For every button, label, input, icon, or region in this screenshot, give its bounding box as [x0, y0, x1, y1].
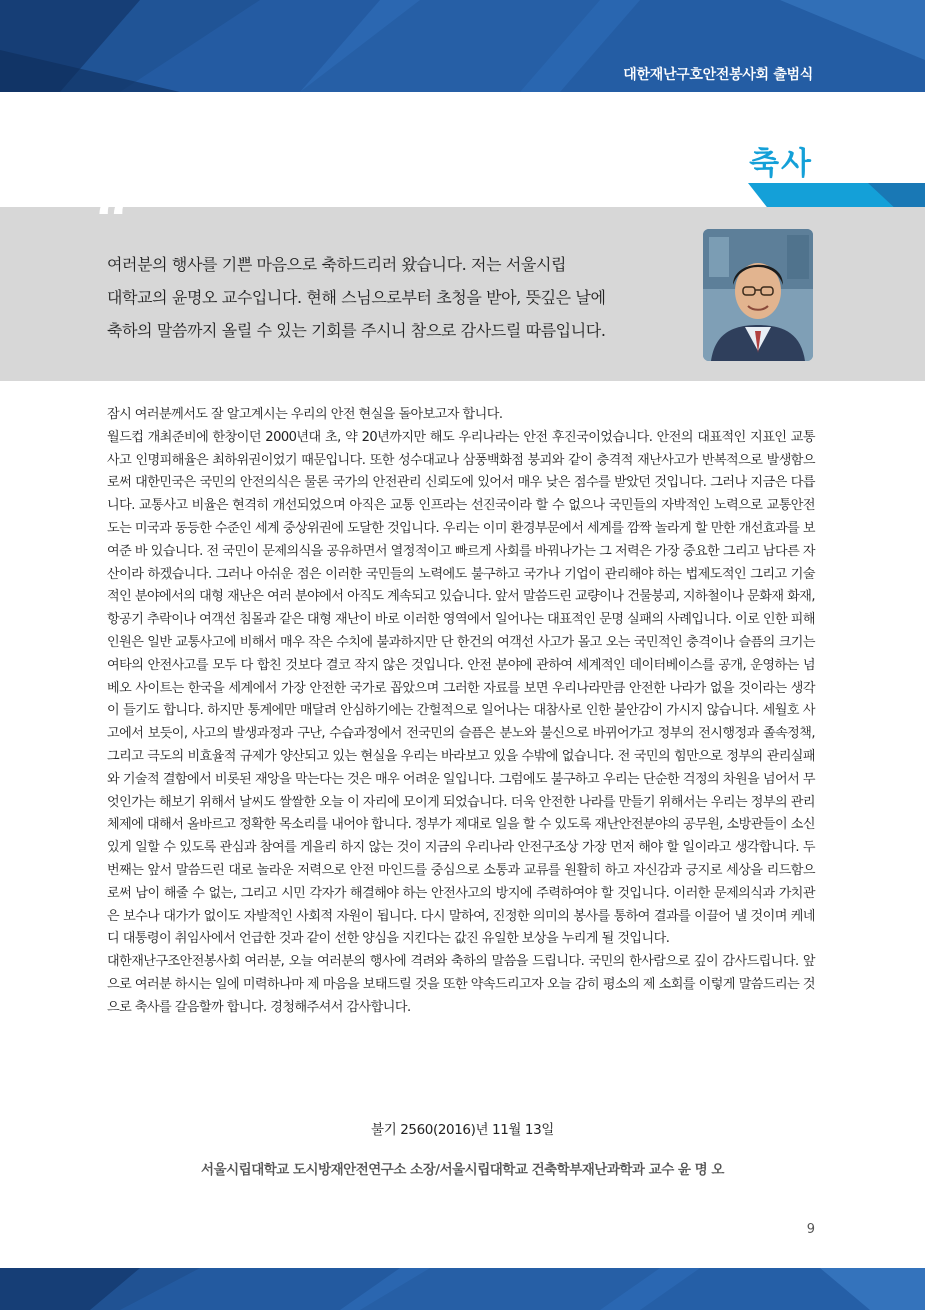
body-paragraph: 잠시 여러분께서도 잘 알고계시는 우리의 안전 현실을 돌아보고자 합니다.: [107, 407, 503, 422]
footer-banner: [0, 1268, 925, 1310]
header-banner: [0, 0, 925, 92]
quote-line: 대학교의 윤명오 교수입니다. 현해 스님으로부터 초청을 받아, 뜻깊은 날에: [107, 288, 606, 307]
footer-decoration: [0, 1268, 925, 1310]
quote-line: 축하의 말씀까지 올릴 수 있는 기회를 주시니 참으로 감사드릴 따름입니다.: [107, 321, 606, 340]
body-text: [107, 404, 815, 1020]
body-paragraph: 월드컵 개최준비에 한창이던 2000년대 초, 약 20년까지만 해도 우리나라는 안전 후진국이었습니다. 안전의 대표적인 지표인 교통사고 인명피해율은 최하위권이었기 때문입니다. 또한 성수대교나 삼풍백화점 붕괴와 같이 충격적 재난사고가 반복적으로 발생함으로써 대한민국은 국민의 안전의식은 물론 국가의 안전관리 신뢰도에 있어서 매우 낮은 점수를 받았던 것입니다. 그러나 지금은 다릅니다. 교통사고 비율은 현격히 개선되었으며 아직은 교통 인프라는 선진국이라 할 수 없으나 국민들의 자박적인 노력으로 교통안전도는 미국과 동등한 수준인 세계 중상위권에 도달한 것입니다. 우리는 이미 환경부문에서 세계를 깜짝 놀라게 할 만한 개선효과를 보여준 바 있습니다. 전 국민이 문제의식을 공유하면서 열정적이고 빠르게 사회를 바꿔나가는 그 저력은 가장 중요한 그리고 남다른 자산이라 하겠습니다. 그러나 아쉬운 점은 이러한 국민들의 노력에도 불구하고 국가나 기업이 관리해야 하는 법제도적인 그리고 기술적인 분야에서의 대형 재난은 여러 분야에서 아직도 계속되고 있습니다. 앞서 말씀드린 교량이나 건물붕괴, 지하철이나 문화재 화재, 항공기 추락이나 여객선 침몰과 같은 대형 재난이 바로 이러한 영역에서 일어나는 대표적인 문명 실패의 사례입니다. 이로 인한 피해인원은 일반 교통사고에 비해서 매우 작은 수치에 불과하지만 단 한건의 여객선 사고가 몰고 오는 국민적인 충격이나 슬픔의 크기는 여타의 안전사고를 모두 다 합친 것보다 결코 작지 않은 것입니다. 안전 분야에 관하여 세계적인 데이터베이스를 공개, 운영하는 넘베오 사이트는 한국을 세계에서 가장 안전한 국가로 꼽았으며 그러한 자료를 보면 우리나라만큼 안전한 나라가 없을 것이라는 생각이 들기도 합니다. 하지만 통계에만 매달려 안심하기에는 간헐적으로 일어나는 대참사로 인한 불안감이 가시지 않습니다. 세월호 사고에서 보듯이, 사고의 발생과정과 구난, 수습과정에서 전국민의 슬픔은 분노와 불신으로 바뀌어가고 정부의 전시행정과 졸속정책, 그리고 극도의 비효율적 규제가 양산되고 있는 현실을 우리는 바라보고 있을 수밖에 없습니다. 전 국민의 힘만으로 정부의 관리실패와 기술적 결함에서 비롯된 재앙을 막는다는 것은 매우 어려운 일입니다. 그럼에도 불구하고 우리는 단순한 걱정의 차원을 넘어서 무엇인가는 해보기 위해서 날씨도 쌀쌀한 오늘 이 자리에 모이게 되었습니다. 더욱 안전한 나라를 만들기 위해서는 우리는 정부의 관리체제에 대해서 올바르고 정확한 목소리를 내어야 합니다. 정부가 제대로 일을 할 수 있도록 재난안전분야의 공무원, 소방관들이 소신있게 일할 수 있도록 관심과 참여를 게을리 하지 않는 것이 지금의 우리나라 안전구조상 가장 먼저 해야 할 일이라고 생각합니다. 두 번째는 앞서 말씀드린 대로 놀라운 저력으로 안전 마인드를 중심으로 소통과 교류를 원활히 하고 자신감과 긍지로 세상을 리드함으로써 남이 해줄 수 없는, 그리고 시민 각자가 해결해야 하는 안전사고의 방지에 주력하여야 할 것입니다. 이러한 문제의식과 가치관은 보수나 대가가 없이도 자발적인 사회적 자원이 됩니다. 다시 말하여, 진정한 의미의 봉사를 통하여 결과를 이끌어 낼 것이며 케네디 대통령이 취임사에서 언급한 것과 같이 선한 양심을 지킨다는 값진 유일한 보상을 누리게 될 것입니다.: [107, 429, 815, 947]
quote-text: [107, 248, 682, 347]
body-paragraph: 대한재난구조안전봉사회 여러분, 오늘 여러분의 행사에 격려와 축하의 말씀을 드립니다. 국민의 한사람으로 깊이 감사드립니다. 앞으로 여러분 하시는 일에 미력하나마 제 마음을 보태드릴 것을 또한 약속드리고자 오늘 감히 평소의 제 소회를 이렇게 말씀드리는 것으로 축사를 갈음할까 합니다. 경청해주셔서 감사합니다.: [107, 954, 815, 1015]
quote-mark-icon: “: [95, 184, 132, 259]
portrait-illustration: [703, 229, 813, 361]
portrait-photo: [703, 229, 813, 361]
section-title: 축사: [749, 146, 813, 182]
quote-line: 여러분의 행사를 기쁜 마음으로 축하드리러 왔습니다. 저는 서울시립: [107, 255, 567, 274]
org-title: 대한재난구호안전봉사회 출범식: [623, 67, 813, 83]
page-number: 9: [806, 1222, 815, 1237]
signature-line: 서울시립대학교 도시방재안전연구소 소장/서울시립대학교 건축학부재난과학과 교수 윤 명 오: [201, 1162, 724, 1178]
date-line: 불기 2560(2016)년 11월 13일: [371, 1122, 554, 1138]
